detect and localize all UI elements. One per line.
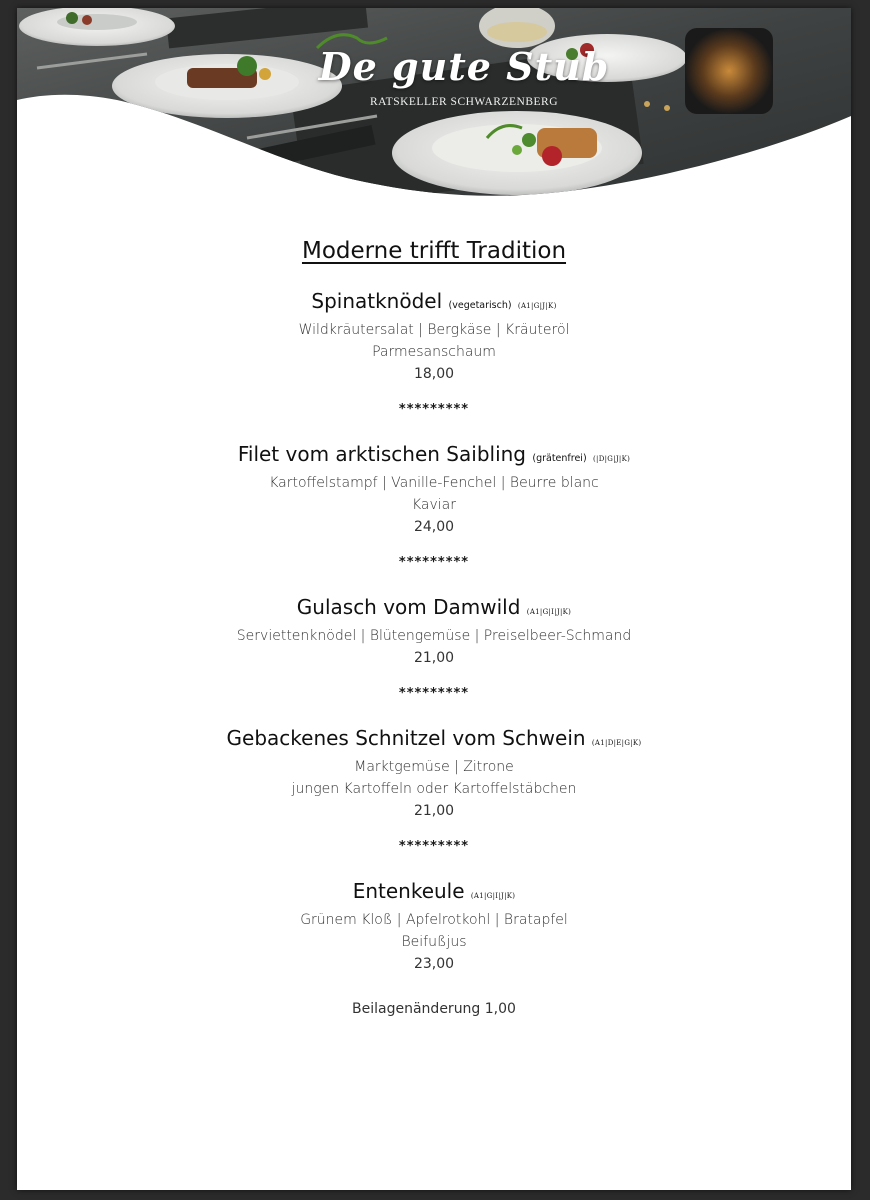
dish-item xyxy=(17,878,851,975)
dish-allergens: (A1|G|J|K) xyxy=(517,302,557,310)
separator: ********* xyxy=(398,555,470,570)
dish-item xyxy=(17,441,851,538)
dish-name: Spinatknödel xyxy=(311,289,443,313)
dish-name: Filet vom arktischen Saibling xyxy=(237,442,526,466)
side-change-note: Beilagenänderung 1,00 xyxy=(352,1001,516,1017)
dish-allergens: (|D|G|J|K) xyxy=(593,455,631,463)
brand-subtitle: RATSKELLER SCHWARZENBERG xyxy=(369,96,559,108)
dish-price: 18,00 xyxy=(413,366,455,382)
dish-allergens: (A1|D|E|G|K) xyxy=(591,739,642,747)
dish-allergens: (A1|G|I|J|K) xyxy=(526,608,572,616)
dish-item xyxy=(17,594,851,669)
separator: ********* xyxy=(398,686,470,701)
menu-content xyxy=(17,238,851,1017)
dish-item xyxy=(17,725,851,822)
dish-item xyxy=(17,288,851,385)
dish-description: Serviettenknödel | Blütengemüse | Preiselbeer-Schmand xyxy=(236,628,632,644)
separator: ********* xyxy=(398,402,470,417)
dish-description: Kaviar xyxy=(411,497,457,513)
dish-name: Gulasch vom Damwild xyxy=(296,595,521,619)
header-photo xyxy=(17,8,851,208)
dish-name: Entenkeule xyxy=(352,879,465,903)
dish-description: Kartoffelstampf | Vanille-Fenchel | Beurre blanc xyxy=(269,475,599,491)
dish-description: Wildkräutersalat | Bergkäse | Kräuteröl xyxy=(298,322,570,338)
menu-title: Moderne trifft Tradition xyxy=(301,238,567,264)
dish-price: 23,00 xyxy=(413,956,455,972)
brand-logo-name: De gute Stub xyxy=(318,44,610,89)
separator: ********* xyxy=(398,839,470,854)
dish-name: Gebackenes Schnitzel vom Schwein xyxy=(226,726,586,750)
dish-description: Parmesanschaum xyxy=(372,344,496,360)
dish-price: 21,00 xyxy=(413,650,455,666)
dish-description: Marktgemüse | Zitrone xyxy=(354,759,514,775)
dish-note: (vegetarisch) xyxy=(448,300,512,311)
dish-description: jungen Kartoffeln oder Kartoffelstäbchen xyxy=(291,781,577,797)
dish-description: Beifußjus xyxy=(401,934,467,950)
menu-page xyxy=(17,8,851,1190)
dish-note: (grätenfrei) xyxy=(532,453,587,464)
dish-price: 24,00 xyxy=(413,519,455,535)
dish-description: Grünem Kloß | Apfelrotkohl | Bratapfel xyxy=(300,912,568,928)
dish-price: 21,00 xyxy=(413,803,455,819)
dish-allergens: (A1|G|I|J|K) xyxy=(470,892,516,900)
